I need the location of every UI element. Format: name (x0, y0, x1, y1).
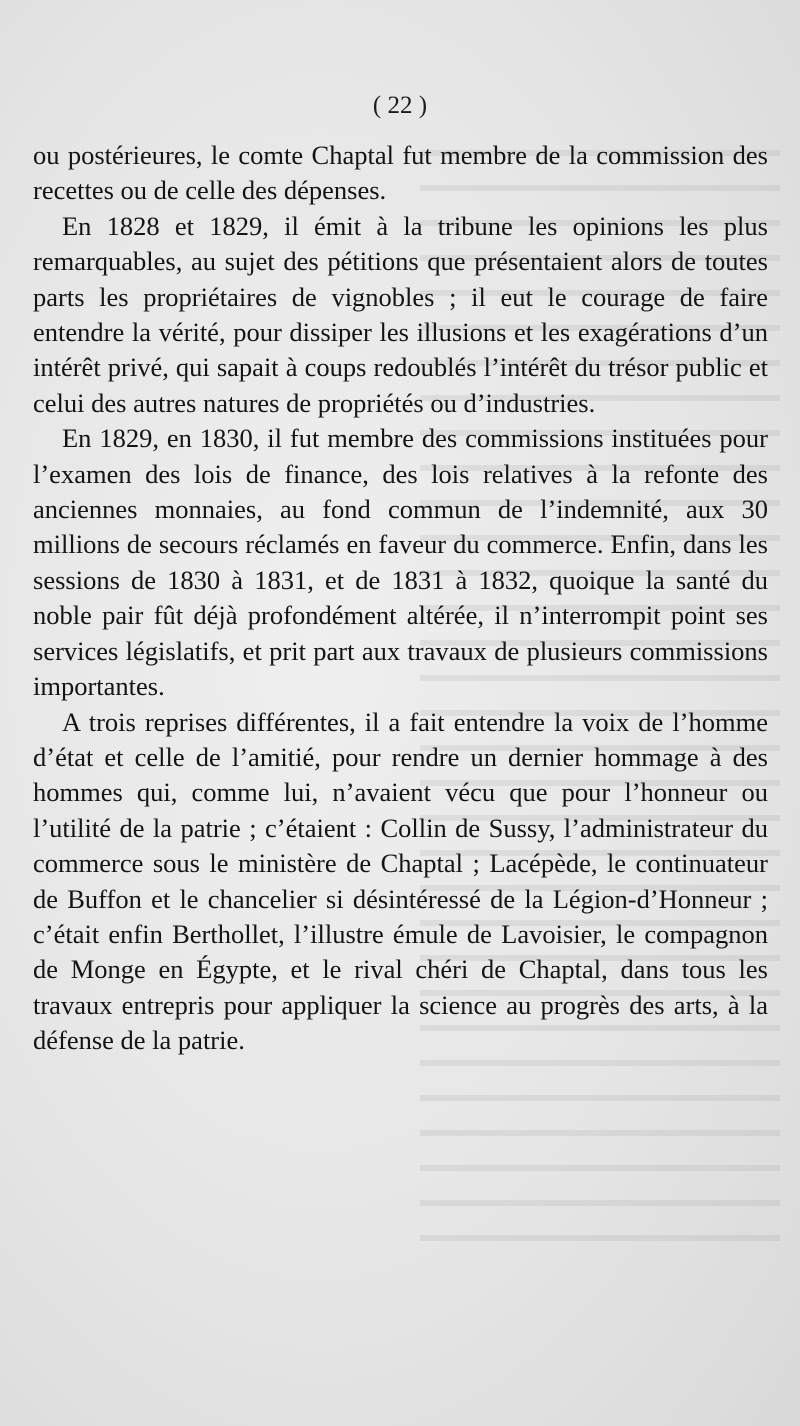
body-text (33, 138, 768, 1059)
paragraph-continuation: ou postérieures, le comte Chaptal fut membre de la commission des recettes ou de celle des dépenses. (33, 140, 768, 206)
paragraph-vignobles: En 1828 et 1829, il émit à la tribune les opinions les plus remarquables, au sujet des pétitions que présentaient alors de toutes parts les propriétaires de vignobles ; il eut le courage de faire entendre la vérité, pour dissiper les illusions et les exagérations d’un intérêt privé, qui sapait à coups redoublés l’intérêt du trésor public et celui des autres natures de propriétés ou d’industries. (33, 210, 768, 418)
page-number: ( 22 ) (372, 92, 428, 119)
paragraph-commissions: En 1829, en 1830, il fut membre des commissions instituées pour l’examen des lois de finance, des lois relatives à la refonte des anciennes monnaies, au fond commun de l’indemnité, aux 30 millions de secours réclamés en faveur du commerce. Enfin, dans les sessions de 1830 à 1831, et de 1831 à 1832, quoique la santé du noble pair fût déjà profondément altérée, il n’interrompit point ses services législatifs, et prit part aux travaux de plusieurs commissions importantes. (33, 423, 768, 702)
paragraph-hommages: A trois reprises différentes, il a fait entendre la voix de l’homme d’état et celle de l’amitié, pour rendre un dernier hommage à des hommes qui, comme lui, n’avaient vécu que pour l’honneur ou l’utilité de la patrie ; c’étaient : Collin de Sussy, l’administrateur du commerce sous le ministère de Chaptal ; Lacépède, le continuateur de Buffon et le chancelier si désintéressé de la Légion-d’Honneur ; c’était enfin Berthollet, l’illustre émule de Lavoisier, le compagnon de Monge en Égypte, et le rival chéri de Chaptal, dans tous les travaux entrepris pour appliquer la science au progrès des arts, à la défense de la patrie. (33, 706, 768, 1056)
